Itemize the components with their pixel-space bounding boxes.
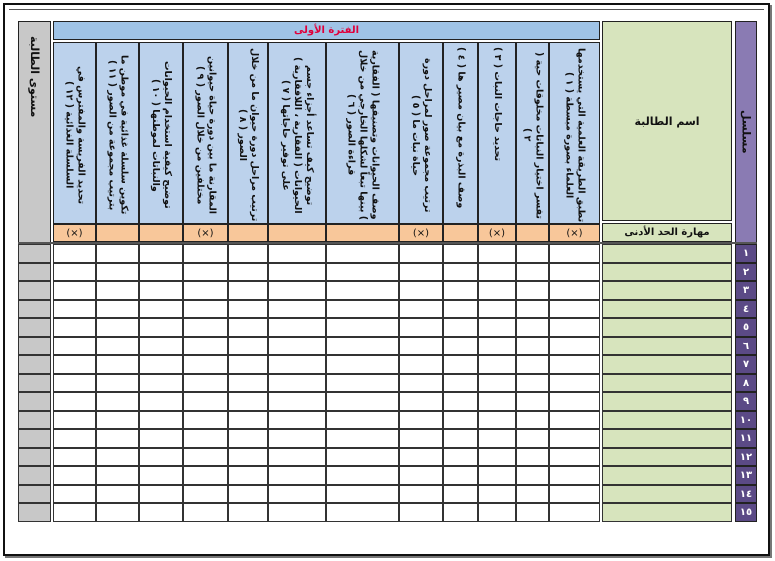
skill-cell[interactable] [268,337,326,355]
student-name-cell[interactable] [602,392,732,411]
skill-cell[interactable] [516,318,549,337]
skill-cell[interactable] [96,318,139,337]
skill-mark-1 [549,224,600,242]
row-number-text: ٢ [742,266,750,278]
skill-cell[interactable] [139,485,183,503]
skill-cell[interactable] [549,355,600,374]
row-number-text: ١١ [739,433,753,444]
skill-cell[interactable] [516,429,549,448]
skill-cell[interactable] [139,281,183,300]
skill-cell[interactable] [268,300,326,318]
skill-cell[interactable] [228,244,268,263]
skill-cell[interactable] [443,374,478,392]
skill-cell[interactable] [516,355,549,374]
skill-cell[interactable] [228,300,268,318]
skill-header-1 [549,42,600,224]
row-number [735,355,757,374]
skill-cell[interactable] [96,337,139,355]
row-number-text: ٨ [742,377,750,389]
skill-cell[interactable] [139,503,183,522]
skill-cell[interactable] [53,374,96,392]
skill-cell[interactable] [228,355,268,374]
skill-cell[interactable] [516,244,549,263]
skill-cell[interactable] [443,392,478,411]
student-level-cell[interactable] [18,485,51,503]
skill-mark-2 [516,224,549,242]
skill-cell[interactable] [399,485,443,503]
skill-cell[interactable] [96,374,139,392]
student-level-cell[interactable] [18,300,51,318]
row-number [735,318,757,337]
skill-cell[interactable] [53,244,96,263]
skill-cell[interactable] [443,244,478,263]
skill-mark-5-text: (×) [412,227,430,239]
skill-cell[interactable] [399,448,443,466]
skill-mark-10 [139,224,183,242]
skill-cell[interactable] [139,429,183,448]
skill-cell[interactable] [399,355,443,374]
row-number [735,485,757,503]
skill-cell[interactable] [139,300,183,318]
skill-cell[interactable] [53,281,96,300]
skill-cell[interactable] [478,411,516,429]
skill-cell[interactable] [183,263,228,281]
skill-cell[interactable] [228,411,268,429]
skill-mark-8 [228,224,268,242]
skill-header-10-text: توضيح كيفية استخدام الحيوانات والنباتات لموطنها ( ١٠ ) [150,61,173,209]
skill-mark-3-text: (×) [488,227,506,239]
row-number-text: ١٠ [739,414,753,426]
skill-cell[interactable] [268,374,326,392]
skill-cell[interactable] [183,318,228,337]
student-level-cell[interactable] [18,466,51,485]
skill-cell[interactable] [549,466,600,485]
skill-cell[interactable] [326,503,399,522]
skill-cell[interactable] [268,429,326,448]
skill-cell[interactable] [549,448,600,466]
skill-cell[interactable] [139,392,183,411]
student-name-cell[interactable] [602,263,732,281]
skill-cell[interactable] [228,281,268,300]
skill-cell[interactable] [399,281,443,300]
skill-cell[interactable] [326,355,399,374]
skill-cell[interactable] [549,263,600,281]
skill-cell[interactable] [399,411,443,429]
skill-cell[interactable] [478,429,516,448]
skill-header-2 [516,42,549,224]
skill-cell[interactable] [228,466,268,485]
skill-cell[interactable] [183,374,228,392]
student-name-cell[interactable] [602,355,732,374]
skill-cell[interactable] [326,466,399,485]
skill-cell[interactable] [478,355,516,374]
skill-cell[interactable] [399,374,443,392]
skill-cell[interactable] [53,485,96,503]
skill-mark-11 [96,224,139,242]
skill-cell[interactable] [268,411,326,429]
skill-cell[interactable] [228,485,268,503]
skill-cell[interactable] [443,448,478,466]
skill-cell[interactable] [516,466,549,485]
skill-cell[interactable] [549,503,600,522]
skill-cell[interactable] [139,448,183,466]
student-level-cell[interactable] [18,355,51,374]
student-name-cell[interactable] [602,281,732,300]
row-number-text: ١ [742,248,750,259]
skill-cell[interactable] [183,429,228,448]
row-number-text: ١٢ [739,451,753,463]
student-name-cell[interactable] [602,244,732,263]
skill-header-3 [478,42,516,224]
skill-cell[interactable] [326,263,399,281]
skill-cell[interactable] [399,392,443,411]
skill-cell[interactable] [549,244,600,263]
row-number [735,429,757,448]
skill-cell[interactable] [443,300,478,318]
skill-cell[interactable] [326,244,399,263]
skill-cell[interactable] [443,466,478,485]
skill-cell[interactable] [53,448,96,466]
skill-cell[interactable] [549,411,600,429]
skill-cell[interactable] [549,485,600,503]
student-level-cell[interactable] [18,263,51,281]
skill-header-8 [228,42,268,224]
skill-cell[interactable] [478,263,516,281]
skill-cell[interactable] [399,337,443,355]
skill-header-3-text: تحديد حاجات النبات ( ٣ ) [492,47,503,162]
skill-cell[interactable] [53,411,96,429]
skill-header-7-text: توضيح كيف تساعد أجزاء جسم الحيوانات ( الفقارية ، اللافقارية ) على توفير حاجاتها ( ٧ ) [280,56,315,214]
skill-cell[interactable] [183,466,228,485]
skill-cell[interactable] [96,392,139,411]
skill-cell[interactable] [516,263,549,281]
skill-cell[interactable] [549,337,600,355]
student-name-cell[interactable] [602,448,732,466]
skill-cell[interactable] [139,244,183,263]
row-number-text: ٦ [742,340,750,352]
student-level-cell[interactable] [18,374,51,392]
skill-mark-5 [399,224,443,242]
skill-cell[interactable] [478,300,516,318]
skill-cell[interactable] [96,263,139,281]
skill-cell[interactable] [268,448,326,466]
skill-cell[interactable] [478,374,516,392]
skill-cell[interactable] [96,300,139,318]
skill-header-12-text: تحديد الفريسة والمفترس في السلسلة الغذائية ( ١٢ ) [63,65,87,205]
skill-cell[interactable] [96,281,139,300]
skill-cell[interactable] [268,466,326,485]
skill-cell[interactable] [53,337,96,355]
skill-header-5-text: ترتيب مجموعة صور لمراحل دورة حياة نبات ما ( ٥ ) [410,57,433,213]
skill-cell[interactable] [53,318,96,337]
skill-cell[interactable] [399,503,443,522]
skill-cell[interactable] [96,244,139,263]
skill-cell[interactable] [443,337,478,355]
student-level-header [18,21,51,243]
student-level-cell[interactable] [18,318,51,337]
skill-mark-4 [443,224,478,242]
row-number [735,337,757,355]
student-name-cell[interactable] [602,300,732,318]
row-number [735,374,757,392]
skill-cell[interactable] [478,281,516,300]
skill-cell[interactable] [478,318,516,337]
student-name-header-text: اسم الطالبة [634,114,700,128]
skill-cell[interactable] [96,355,139,374]
skill-cell[interactable] [53,263,96,281]
skill-cell[interactable] [516,374,549,392]
skill-cell[interactable] [516,281,549,300]
skill-cell[interactable] [478,392,516,411]
skill-mark-6 [326,224,399,242]
skill-cell[interactable] [443,429,478,448]
skill-cell[interactable] [516,411,549,429]
skill-cell[interactable] [183,411,228,429]
skill-cell[interactable] [478,244,516,263]
skill-cell[interactable] [399,244,443,263]
skill-cell[interactable] [53,300,96,318]
skill-cell[interactable] [399,318,443,337]
skill-cell[interactable] [549,429,600,448]
student-name-cell[interactable] [602,374,732,392]
student-level-cell[interactable] [18,411,51,429]
skill-cell[interactable] [268,355,326,374]
skill-cell[interactable] [228,337,268,355]
skill-header-11 [96,42,139,224]
skill-cell[interactable] [443,503,478,522]
skill-header-12 [53,42,96,224]
skill-header-5 [399,42,443,224]
skill-cell[interactable] [96,485,139,503]
student-level-cell[interactable] [18,429,51,448]
skill-cell[interactable] [96,503,139,522]
student-name-cell[interactable] [602,337,732,355]
skill-cell[interactable] [53,429,96,448]
student-name-cell[interactable] [602,318,732,337]
student-name-cell[interactable] [602,411,732,429]
row-number-text: ١٣ [739,470,753,481]
skill-cell[interactable] [478,503,516,522]
student-name-cell[interactable] [602,429,732,448]
skill-header-9 [183,42,228,224]
skill-cell[interactable] [478,466,516,485]
row-number [735,448,757,466]
skill-cell[interactable] [228,503,268,522]
row-number-text: ٩ [742,396,750,407]
skill-header-4-text: وصف البذرة مع بيان مصير ها ( ٤ ) [455,47,467,209]
min-skill-label [602,223,732,242]
student-name-cell[interactable] [602,503,732,522]
skill-cell[interactable] [228,263,268,281]
skill-mark-12 [53,224,96,242]
skill-cell[interactable] [443,281,478,300]
skill-cell[interactable] [516,300,549,318]
skill-cell[interactable] [228,429,268,448]
skill-cell[interactable] [399,429,443,448]
skill-cell[interactable] [183,485,228,503]
skill-header-7 [268,42,326,224]
skill-cell[interactable] [326,448,399,466]
skill-cell[interactable] [228,392,268,411]
row-number-text: ٥ [742,322,750,333]
skill-cell[interactable] [139,355,183,374]
skill-cell[interactable] [268,392,326,411]
skill-cell[interactable] [268,244,326,263]
skill-cell[interactable] [326,337,399,355]
period-title [53,21,600,40]
skill-cell[interactable] [443,411,478,429]
serial-header [735,21,757,243]
skill-cell[interactable] [183,281,228,300]
skill-cell[interactable] [443,355,478,374]
row-number [735,281,757,300]
top-border-line [9,9,764,10]
skill-cell[interactable] [326,411,399,429]
skill-cell[interactable] [183,448,228,466]
student-level-cell[interactable] [18,281,51,300]
skill-cell[interactable] [139,263,183,281]
skill-cell[interactable] [228,448,268,466]
student-name-cell[interactable] [602,485,732,503]
skill-cell[interactable] [53,466,96,485]
period-title-text: الفترة الأولى [293,25,360,36]
skill-cell[interactable] [228,374,268,392]
student-level-cell[interactable] [18,448,51,466]
skill-cell[interactable] [96,429,139,448]
row-number [735,244,757,263]
skill-cell[interactable] [399,466,443,485]
skill-cell[interactable] [268,503,326,522]
skill-cell[interactable] [53,392,96,411]
student-name-cell[interactable] [602,466,732,485]
skill-cell[interactable] [326,374,399,392]
skill-cell[interactable] [516,485,549,503]
skill-header-1-text: تطبق الطريقة العلمية التي يستخدمها العلماء بصورة مبسطة ( ١ ) [563,47,587,223]
skill-cell[interactable] [478,337,516,355]
skill-cell[interactable] [96,448,139,466]
skill-cell[interactable] [478,485,516,503]
row-number-text: ١٥ [739,507,753,518]
skill-cell[interactable] [326,300,399,318]
skill-cell[interactable] [139,374,183,392]
skill-cell[interactable] [549,374,600,392]
skill-header-6 [326,42,399,224]
skill-cell[interactable] [139,466,183,485]
student-level-cell[interactable] [18,503,51,522]
skill-cell[interactable] [183,392,228,411]
skill-cell[interactable] [326,318,399,337]
serial-header-text: مسلسل [739,110,753,154]
skill-cell[interactable] [326,281,399,300]
skill-cell[interactable] [96,411,139,429]
skill-cell[interactable] [183,337,228,355]
row-number-text: ٤ [742,303,750,315]
skill-cell[interactable] [516,448,549,466]
skill-header-4 [443,42,478,224]
skill-cell[interactable] [96,466,139,485]
skill-cell[interactable] [268,318,326,337]
skill-cell[interactable] [516,337,549,355]
skill-mark-9-text: (×) [197,227,214,239]
skill-header-6-text: وصف الحيوانات وتصنيفها ( الفقارية ) بينها تبعاً لشكلها الخارجي من خلال قراءة الصور ( ٦ ) [345,49,381,221]
skill-cell[interactable] [228,318,268,337]
skill-cell[interactable] [516,392,549,411]
skill-cell[interactable] [326,485,399,503]
row-number [735,503,757,522]
skill-cell[interactable] [268,281,326,300]
skill-cell[interactable] [443,318,478,337]
skill-header-2-text: تفسر اختيار النباتات مخلوقات حية ( ٢ ) [521,51,545,219]
skill-mark-12-text: (×) [66,227,83,239]
skill-mark-7 [268,224,326,242]
min-skill-label-text: مهارة الحد الأدنى [624,227,710,238]
row-number [735,263,757,281]
skill-cell[interactable] [399,263,443,281]
skill-mark-9 [183,224,228,242]
skill-cell[interactable] [268,263,326,281]
skill-cell[interactable] [549,318,600,337]
skill-mark-3 [478,224,516,242]
skill-cell[interactable] [183,300,228,318]
skill-cell[interactable] [549,300,600,318]
skill-cell[interactable] [183,503,228,522]
student-level-cell[interactable] [18,392,51,411]
skill-cell[interactable] [139,318,183,337]
skill-header-9-text: المقارنة ما بين دورة حياة حيوانين مختلفين من خلال الصور ( ٩ ) [194,55,218,215]
skill-header-11-text: تكوين سلسلة غذائية في موطن ما بترتيب مجموعة من الصور ( ١١ ) [106,55,130,215]
row-number-text: ١٤ [739,488,753,500]
skill-mark-1-text: (×) [566,227,583,239]
skill-cell[interactable] [183,244,228,263]
skill-cell[interactable] [139,337,183,355]
skill-cell[interactable] [53,355,96,374]
skill-cell[interactable] [443,263,478,281]
student-name-header [602,21,732,221]
skill-cell[interactable] [549,281,600,300]
skill-cell[interactable] [326,392,399,411]
skill-cell[interactable] [139,411,183,429]
row-number-text: ٧ [742,359,750,370]
skill-cell[interactable] [549,392,600,411]
skill-cell[interactable] [326,429,399,448]
skill-cell[interactable] [268,485,326,503]
row-number [735,300,757,318]
skill-header-10 [139,42,183,224]
row-number-text: ٣ [742,285,750,296]
row-number [735,411,757,429]
row-number [735,466,757,485]
student-level-cell[interactable] [18,337,51,355]
student-level-header-text: مستوى الطالبة [28,36,41,118]
skill-header-8-text: ترتيب مراحل دورة حيوان ما من خلال الصور ( ٨ ) [237,48,260,222]
skill-cell[interactable] [516,503,549,522]
skill-cell[interactable] [183,355,228,374]
skill-cell[interactable] [399,300,443,318]
row-number [735,392,757,411]
skill-cell[interactable] [478,448,516,466]
skill-cell[interactable] [443,485,478,503]
skill-cell[interactable] [53,503,96,522]
student-level-cell[interactable] [18,244,51,263]
